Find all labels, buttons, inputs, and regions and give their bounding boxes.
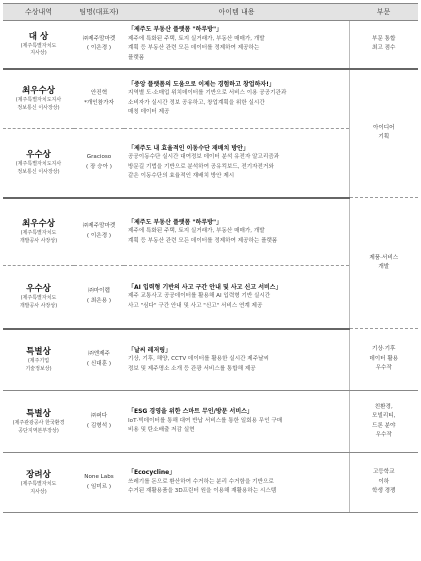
team-name: Gracioso [86, 154, 112, 161]
team-rep: ( 장 승아 ) [86, 163, 112, 170]
awards-table [3, 3, 418, 513]
category-cell [349, 453, 418, 513]
header-row [3, 4, 418, 21]
team-name: ㈜제주맘마켓 [82, 223, 116, 230]
award-name: 특별상 [26, 409, 51, 419]
award-cell [3, 453, 74, 513]
team-name: ㈜퍼다 [90, 413, 108, 420]
team-rep: ( 신대훈 ) [86, 360, 112, 367]
award-cell [3, 391, 74, 453]
team-name: ㈜엔제주 [88, 351, 110, 358]
team-cell [74, 329, 124, 391]
item-title: 「AI 입력형 기반의 사고 구간 안내 및 사고 신고 서비스」 [128, 283, 282, 291]
award-sub: (제주특별자치도 [20, 230, 57, 237]
header-team: 팀명(대표자) [74, 4, 124, 21]
award-cell [3, 21, 74, 69]
item-desc: 매칭 데이터 제공 [128, 109, 170, 116]
award-sub: 기술정보상) [25, 365, 52, 372]
team-cell [74, 21, 124, 69]
item-desc: 쓰레기를 돈으로 환산하여 수거하는 분리 수거함을 기반으로 [128, 478, 274, 485]
item-desc: 소비자가 실시간 정보 공유하고, 창업계획을 위한 실시간 [128, 99, 265, 106]
content-cell [124, 21, 349, 69]
award-name: 장려상 [26, 470, 51, 480]
item-title: 「제주도 부동산 플랫폼 "하루방"」 [128, 218, 223, 226]
category-text: 개발 [378, 264, 390, 270]
category-text: 고등학교 [372, 469, 395, 476]
item-desc: 제주 교통사고 공공데이터를 활용해 AI 입력형 기반 실시간 [128, 293, 271, 300]
team-rep: ( 최은용 ) [86, 297, 112, 304]
table-row [3, 453, 418, 513]
content-cell [124, 329, 349, 391]
category-text: 기획 [378, 134, 390, 141]
team-cell [74, 391, 124, 453]
category-text: 학생 경쟁 [372, 488, 396, 495]
team-name: ㈜마이랩 [88, 288, 110, 295]
item-desc: 방문길 기법을 기반으로 분석하여 공유킥보드, 전기자전거와 [128, 163, 274, 170]
award-sub: (제주특별자치도지사 [15, 97, 62, 104]
content-cell [124, 129, 349, 198]
item-desc: 계획 등 부동산 관련 모든 데이터를 정제하여 제공하는 플랫폼 [128, 237, 278, 244]
award-sub: 정보통신 이사장상) [17, 104, 60, 111]
header-award: 수상내역 [3, 4, 74, 21]
award-sub: 지사상) [30, 488, 47, 495]
item-desc: 수거된 재활용품을 3D프린터 원을 이용해 재활용하는 시스템 [128, 488, 277, 495]
category-text: 우수작 [375, 365, 392, 372]
award-cell [3, 69, 74, 129]
item-title: 「ESG 경영을 위한 스마트 무인/방문 서비스」 [128, 408, 253, 416]
team-cell [74, 198, 124, 266]
content-cell [124, 266, 349, 329]
table-row [3, 391, 418, 453]
item-title: 「Ecocycline」 [128, 469, 176, 477]
award-sub: (제주특별자치도지사 [15, 161, 62, 168]
item-desc: 플랫폼 [128, 54, 145, 61]
award-sub: 정보통신 이사장상) [17, 168, 60, 175]
item-desc: IoT·빅데이터를 통해 대여 반납 서비스를 통한 일회용 무인 구매 [128, 417, 283, 424]
award-name: 최우수상 [22, 219, 55, 230]
category-cell [349, 21, 418, 69]
item-desc: 같은 이동수단의 효율적인 재배치 방안 제시 [128, 173, 235, 180]
team-rep: ( 이은경 ) [86, 45, 112, 52]
content-cell [124, 69, 349, 129]
category-text: 기상·기후 [372, 346, 396, 353]
category-text: 데이터 활용 [369, 355, 399, 362]
table-row [3, 21, 418, 69]
content-cell [124, 453, 349, 513]
award-name: 대 상 [28, 31, 49, 42]
award-cell [3, 198, 74, 266]
item-desc: 계획 등 부동산 관련 모든 데이터를 정제하여 제공하는 [128, 45, 260, 52]
item-title: 「중앙 플랫폼의 도움으로 이제는 경험하고 창업하자!」 [128, 80, 275, 88]
team-cell [74, 69, 124, 129]
item-title: 「날씨 레저링」 [128, 346, 172, 354]
category-cell [349, 329, 418, 391]
team-cell [74, 266, 124, 329]
award-sub: (제주특별자치도 [20, 481, 57, 487]
award-sub: (제주기업 [27, 358, 50, 365]
item-desc: 사고 "심다" 구간 안내 및 사고 "신고" 서비스 연계 제공 [128, 302, 263, 309]
award-sub: 공단지역본부장상) [18, 427, 59, 434]
award-sub: 개발공사 사장상) [19, 237, 58, 244]
award-cell [3, 129, 74, 198]
award-cell [3, 329, 74, 391]
item-desc: 기상, 기후, 해양, CCTV 데이터를 활용한 실시간 제주날씨 [128, 356, 269, 363]
category-text: 드론 분야 [372, 422, 396, 429]
category-cell [349, 391, 418, 453]
category-text: 아이디어 [372, 124, 395, 131]
item-desc: 공공이동수단 실시간 대여정보 데이터 분석 유전자 알고리즘과 [128, 154, 280, 161]
award-name: 우수상 [26, 284, 51, 295]
team-cell [74, 129, 124, 198]
category-text: 우수작 [375, 431, 392, 438]
team-name: None Labs [84, 474, 114, 481]
item-desc: 비용 및 탄소배출 저감 실현 [128, 427, 195, 434]
award-sub: 지사상) [30, 50, 47, 57]
item-desc: 정보 및 제주명소 소개 등 관광 서비스를 통합해 제공 [128, 365, 256, 372]
table-row [3, 198, 418, 266]
category-text: 친환경, [374, 403, 393, 410]
team-rep: ( 김형석 ) [86, 422, 112, 429]
item-desc: 제주에 특화된 주택, 토지 실거래가, 부동산 매매가, 개발 [128, 228, 265, 235]
team-name: 안진혁 [90, 90, 108, 97]
header-category: 부문 [349, 4, 418, 21]
category-text: 부문 통합 [372, 35, 396, 42]
category-text: 모빌리티, [372, 413, 396, 420]
award-sub: (제주관광공사 한국환경 [12, 420, 65, 426]
award-name: 특별상 [26, 347, 51, 358]
team-rep: ( 임미르 ) [86, 483, 112, 490]
category-text: 제품·서비스 [369, 254, 399, 261]
category-text: 최고 점수 [372, 45, 396, 52]
award-sub: 개발공사 사장상) [19, 302, 58, 309]
item-desc: 지역별 도·소매업 위치데이터를 기반으로 서비스 이용 공공기관과 [128, 90, 287, 97]
award-sub: (제주특별자치도 [20, 42, 57, 49]
item-desc: 제주에 특화된 주택, 토지 실거래가, 부동산 매매가, 개발 [128, 35, 265, 42]
content-cell [124, 198, 349, 266]
award-name: 우수상 [26, 150, 51, 161]
team-cell [74, 453, 124, 513]
category-cell [349, 198, 418, 329]
content-cell [124, 391, 349, 453]
award-name: 최우수상 [22, 86, 55, 97]
award-sub: (제주특별자치도 [20, 295, 57, 302]
table-row [3, 329, 418, 391]
category-text: 이하 [378, 478, 390, 485]
table-row [3, 69, 418, 129]
team-rep: ( 이은경 ) [86, 232, 112, 239]
category-cell [349, 69, 418, 198]
team-rep: *개인참가자 [84, 99, 114, 106]
item-title: 「제주도 내 효율적인 이동수단 재배치 방안」 [128, 144, 249, 152]
award-cell [3, 266, 74, 329]
team-name: ㈜제주맘마켓 [82, 35, 116, 42]
header-content: 아이템 내용 [124, 4, 349, 21]
item-title: 「제주도 부동산 플랫폼 "하루방"」 [128, 26, 223, 34]
